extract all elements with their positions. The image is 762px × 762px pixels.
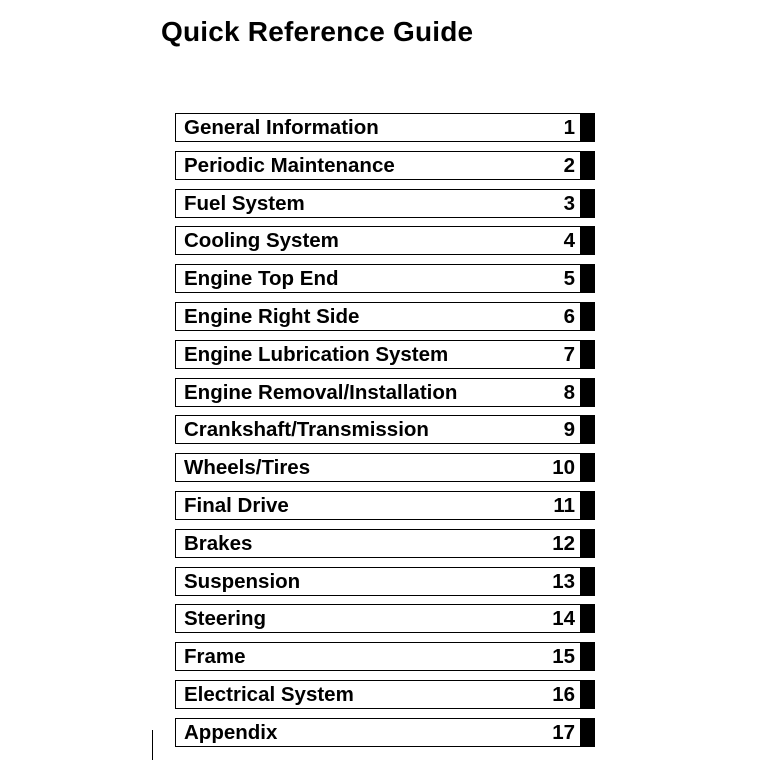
toc-item-number: 2 [563,153,575,177]
toc-item-number: 8 [563,380,575,404]
section-tab-marker [580,453,595,482]
toc-item-general-information[interactable] [175,113,595,142]
toc-item-label: Engine Removal/Installation [184,380,458,404]
toc-item-number: 13 [552,569,575,593]
toc-item-number: 1 [563,116,575,139]
toc-item-label: Fuel System [184,191,305,215]
toc-item-brakes[interactable] [175,529,595,558]
section-tab-marker [580,567,595,596]
toc-item-label: Engine Lubrication System [184,342,449,366]
toc-item-label: Appendix [184,720,278,744]
toc-item-number: 10 [552,456,575,480]
section-tab-marker [580,415,595,444]
toc-item-number: 14 [552,607,575,631]
toc-item-periodic-maintenance[interactable] [175,151,595,180]
toc-item-appendix[interactable] [175,718,595,747]
section-tab-marker [580,378,595,407]
toc-item-number: 4 [563,229,575,253]
toc-item-number: 12 [552,531,575,555]
section-tab-marker [580,642,595,671]
toc-item-label: Suspension [184,569,301,593]
toc-item-engine-right-side[interactable] [175,302,595,331]
toc-item-label: Wheels/Tires [184,456,311,480]
toc-item-frame[interactable] [175,642,595,671]
page-edge-line [152,730,153,760]
section-tab-marker [580,491,595,520]
toc-item-wheels-tires[interactable] [175,453,595,482]
section-tab-marker [580,264,595,293]
toc-item-cooling-system[interactable] [175,226,595,255]
section-tab-marker [580,604,595,633]
toc-item-number: 16 [552,682,575,706]
toc-item-label: Frame [184,645,246,669]
table-of-contents [175,113,595,756]
section-tab-marker [580,718,595,747]
section-tab-marker [580,529,595,558]
page-title: Quick Reference Guide [161,16,474,47]
toc-item-number: 6 [563,304,575,328]
section-tab-marker [580,113,595,142]
toc-item-engine-lubrication-system[interactable] [175,340,595,369]
toc-item-number: 17 [552,720,575,744]
toc-item-number: 5 [563,267,575,291]
toc-item-final-drive[interactable] [175,491,595,520]
section-tab-marker [580,302,595,331]
toc-item-label: Periodic Maintenance [184,153,395,177]
toc-item-label: Cooling System [184,229,339,253]
section-tab-marker [580,151,595,180]
toc-item-crankshaft-transmission[interactable] [175,415,595,444]
toc-item-engine-top-end[interactable] [175,264,595,293]
toc-item-fuel-system[interactable] [175,189,595,218]
toc-item-label: Electrical System [184,682,354,706]
toc-item-steering[interactable] [175,604,595,633]
section-tab-marker [580,680,595,709]
toc-item-label: Crankshaft/Transmission [184,418,429,442]
toc-item-label: Engine Top End [184,267,339,291]
toc-item-label: Steering [184,607,267,631]
toc-item-number: 15 [552,645,575,669]
toc-item-suspension[interactable] [175,567,595,596]
toc-item-number: 9 [563,418,575,442]
toc-item-number: 3 [563,191,575,215]
section-tab-marker [580,226,595,255]
toc-item-engine-removal-installation[interactable] [175,378,595,407]
toc-item-number: 11 [553,493,575,517]
toc-item-electrical-system[interactable] [175,680,595,709]
toc-item-number: 7 [563,342,575,366]
section-tab-marker [580,340,595,369]
toc-item-label: Engine Right Side [184,304,360,328]
toc-item-label: General Information [184,116,379,139]
toc-item-label: Final Drive [184,493,289,517]
section-tab-marker [580,189,595,218]
toc-item-label: Brakes [184,531,253,555]
